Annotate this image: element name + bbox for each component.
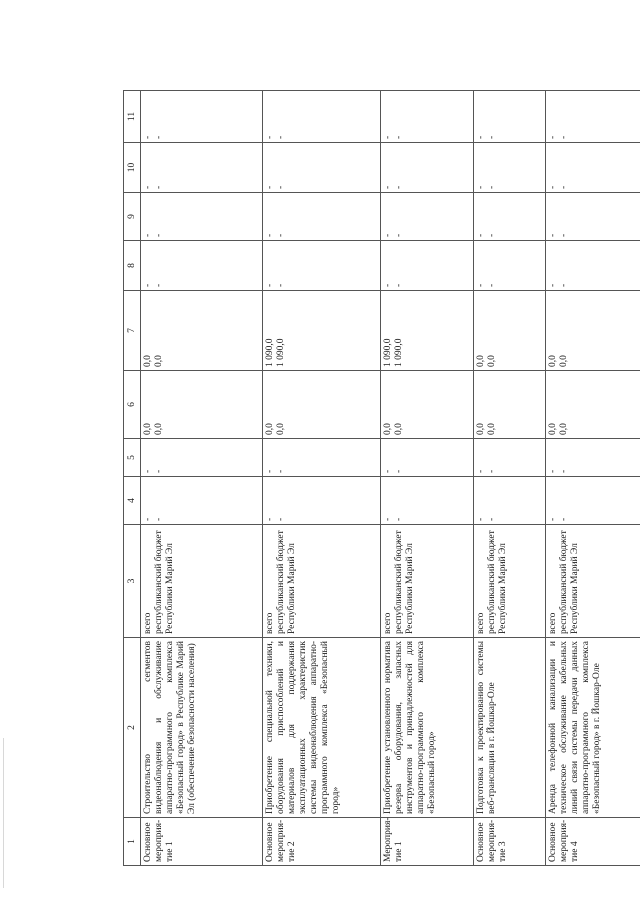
table-cell [546, 91, 640, 143]
cell-line: - [548, 233, 558, 237]
table-cell [546, 439, 640, 477]
table-cell [141, 525, 263, 638]
cell-line: - [143, 233, 153, 237]
table-row [474, 91, 546, 866]
table-cell [474, 371, 546, 439]
header-cell: 11 [124, 91, 141, 143]
cell-line: 0,0 [487, 423, 497, 435]
cell-line: 0,0 [548, 355, 558, 367]
cell-line: - [476, 469, 486, 473]
cell-line: - [487, 135, 497, 139]
cell-line: 0,0 [143, 355, 153, 367]
cell-line: - [276, 469, 286, 473]
cell-line: - [476, 517, 486, 521]
cell-line: 0,0 [276, 423, 286, 435]
table-cell [546, 241, 640, 291]
table-body [141, 91, 640, 866]
table-cell [546, 477, 640, 525]
cell-line: республиканский бюджет Республики Марий Эл [276, 530, 297, 634]
cell-line: - [559, 233, 569, 237]
table-cell: Приобретение установленного норматива резерва оборудования, запасных инструментов и принадлежностей для аппаратно-программного комплекса «Безопасный город» [381, 638, 474, 818]
header-cell: 5 [124, 439, 141, 477]
cell-line: всего [265, 612, 275, 634]
table-cell [474, 241, 546, 291]
cell-line: - [476, 135, 486, 139]
cell-line: - [276, 135, 286, 139]
cell-line: - [487, 283, 497, 287]
cell-line: всего [476, 612, 486, 634]
table-row [263, 91, 381, 866]
cell-line: - [265, 283, 275, 287]
cell-line: - [394, 283, 404, 287]
header-cell: 7 [124, 291, 141, 371]
cell-line: республиканский бюджет Республики Марий Эл [394, 530, 415, 634]
table-cell [381, 91, 474, 143]
table-cell [263, 91, 381, 143]
cell-line: - [154, 233, 164, 237]
funding-table [123, 90, 640, 866]
cell-line: всего [383, 612, 393, 634]
header-cell: 4 [124, 477, 141, 525]
table-cell: Приобретение специальной техники, оборудования приспособлений и материалов для поддержания эксплуатационных характеристик системы видеонаблюдения аппаратно-программного комплекса «Безопасный город» [263, 638, 381, 818]
table-cell [546, 193, 640, 241]
header-cell: 2 [124, 638, 141, 818]
cell-line: 0,0 [559, 355, 569, 367]
table-cell [381, 193, 474, 241]
cell-line: - [559, 185, 569, 189]
header-cell: 1 [124, 818, 141, 866]
table-cell [263, 143, 381, 193]
cell-line: - [154, 469, 164, 473]
cell-line: - [559, 283, 569, 287]
table-cell [474, 193, 546, 241]
table-cell [263, 477, 381, 525]
cell-line: - [154, 283, 164, 287]
table-cell [263, 193, 381, 241]
table-cell: Основное мероприя-тие 4 [546, 818, 640, 866]
cell-line: - [265, 517, 275, 521]
cell-line: - [143, 469, 153, 473]
table-cell [381, 525, 474, 638]
table-cell: Основное мероприя-тие 3 [474, 818, 546, 866]
table-cell [474, 477, 546, 525]
cell-line: - [487, 517, 497, 521]
table-cell [381, 477, 474, 525]
table-row [546, 91, 640, 866]
cell-line: 0,0 [548, 423, 558, 435]
cell-line: - [265, 135, 275, 139]
table-cell [141, 91, 263, 143]
table-cell [546, 291, 640, 371]
cell-line: - [394, 135, 404, 139]
cell-line: - [476, 233, 486, 237]
cell-line: - [276, 185, 286, 189]
cell-line: - [154, 517, 164, 521]
cell-line: - [394, 517, 404, 521]
table-cell [263, 371, 381, 439]
table-cell [474, 525, 546, 638]
table-cell [141, 477, 263, 525]
header-cell: 8 [124, 241, 141, 291]
cell-line: - [548, 469, 558, 473]
cell-line: 1 090,0 [394, 338, 404, 367]
table-cell [263, 439, 381, 477]
table-cell [263, 241, 381, 291]
cell-line: - [143, 283, 153, 287]
cell-line: - [476, 185, 486, 189]
table-cell [474, 91, 546, 143]
cell-line: - [383, 233, 393, 237]
table-cell: Аренда телефонной канализации и техническое обслуживание кабельных линий связи системы передачи данных аппаратно-программного комплекса «Безопасный город» в г. Йошкар-Оле [546, 638, 640, 818]
table-cell [141, 193, 263, 241]
cell-line: 1 090,0 [383, 338, 393, 367]
cell-line: - [548, 185, 558, 189]
table-cell [381, 143, 474, 193]
cell-line: 0,0 [476, 355, 486, 367]
table-cell [381, 371, 474, 439]
cell-line: 0,0 [265, 423, 275, 435]
cell-line: - [559, 469, 569, 473]
table-row [141, 91, 263, 866]
cell-line: республиканский бюджет Республики Марий Эл [154, 530, 175, 634]
table-cell: Строительство сегментов видеонаблюдения и обслуживание аппаратно-программного комплекса «Безопасный город» в Республике Марий Эл (обеспечение безопасности населения) [141, 638, 263, 818]
cell-line: - [476, 283, 486, 287]
cell-line: республиканский бюджет Республики Марий Эл [559, 530, 580, 634]
cell-line: - [383, 469, 393, 473]
table-cell: Мероприя-тие 1 [381, 818, 474, 866]
table-cell: Подготовка к проектированию системы веб-трансляции в г. Йошкар-Оле [474, 638, 546, 818]
cell-line: 1 090,0 [265, 338, 275, 367]
rotated-table-wrapper [123, 91, 602, 866]
table-cell [141, 143, 263, 193]
cell-line: - [394, 185, 404, 189]
cell-line: - [383, 185, 393, 189]
table-cell [474, 291, 546, 371]
cell-line: 0,0 [383, 423, 393, 435]
cell-line: - [394, 233, 404, 237]
table-row [381, 91, 474, 866]
cell-line: республиканский бюджет Республики Марий Эл [487, 530, 508, 634]
table-cell [381, 241, 474, 291]
cell-line: - [548, 517, 558, 521]
table-cell: Основное мероприя-тие 2 [263, 818, 381, 866]
cell-line: - [143, 135, 153, 139]
cell-line: 0,0 [487, 355, 497, 367]
table-cell [141, 371, 263, 439]
cell-line: 0,0 [154, 355, 164, 367]
table-cell: Основное мероприя-тие 1 [141, 818, 263, 866]
table-cell [263, 291, 381, 371]
cell-line: - [394, 469, 404, 473]
cell-line: - [265, 233, 275, 237]
cell-line: - [383, 135, 393, 139]
table-cell [141, 291, 263, 371]
cell-line: - [154, 135, 164, 139]
table-cell [141, 241, 263, 291]
cell-line: - [276, 283, 286, 287]
cell-line: - [276, 233, 286, 237]
header-cell: 9 [124, 193, 141, 241]
table-cell [546, 371, 640, 439]
table-cell [381, 291, 474, 371]
cell-line: 0,0 [476, 423, 486, 435]
header-cell: 6 [124, 371, 141, 439]
header-cell: 3 [124, 525, 141, 638]
cell-line: 1 090,0 [276, 338, 286, 367]
table-cell [474, 143, 546, 193]
cell-line: 0,0 [394, 423, 404, 435]
cell-line: - [548, 283, 558, 287]
cell-line: 0,0 [143, 423, 153, 435]
cell-line: - [487, 185, 497, 189]
cell-line: всего [548, 612, 558, 634]
table-cell [474, 439, 546, 477]
cell-line: - [559, 517, 569, 521]
table-cell [546, 525, 640, 638]
cell-line: - [143, 517, 153, 521]
cell-line: - [154, 185, 164, 189]
cell-line: - [143, 185, 153, 189]
table-cell [263, 525, 381, 638]
page-number [589, 0, 609, 48]
cell-line: - [383, 517, 393, 521]
cell-line: - [265, 185, 275, 189]
cell-line: - [487, 469, 497, 473]
cell-line: - [383, 283, 393, 287]
cell-line: 0,0 [559, 423, 569, 435]
cell-line: - [265, 469, 275, 473]
cell-line: - [548, 135, 558, 139]
cell-line: - [559, 135, 569, 139]
cell-line: - [487, 233, 497, 237]
table-cell [381, 439, 474, 477]
table-cell [141, 439, 263, 477]
cell-line: 0,0 [154, 423, 164, 435]
header-cell: 10 [124, 143, 141, 193]
table-cell [546, 143, 640, 193]
cell-line: - [276, 517, 286, 521]
cell-line: всего [143, 612, 153, 634]
scan-edge-mark [3, 738, 4, 888]
header-row [124, 91, 141, 866]
